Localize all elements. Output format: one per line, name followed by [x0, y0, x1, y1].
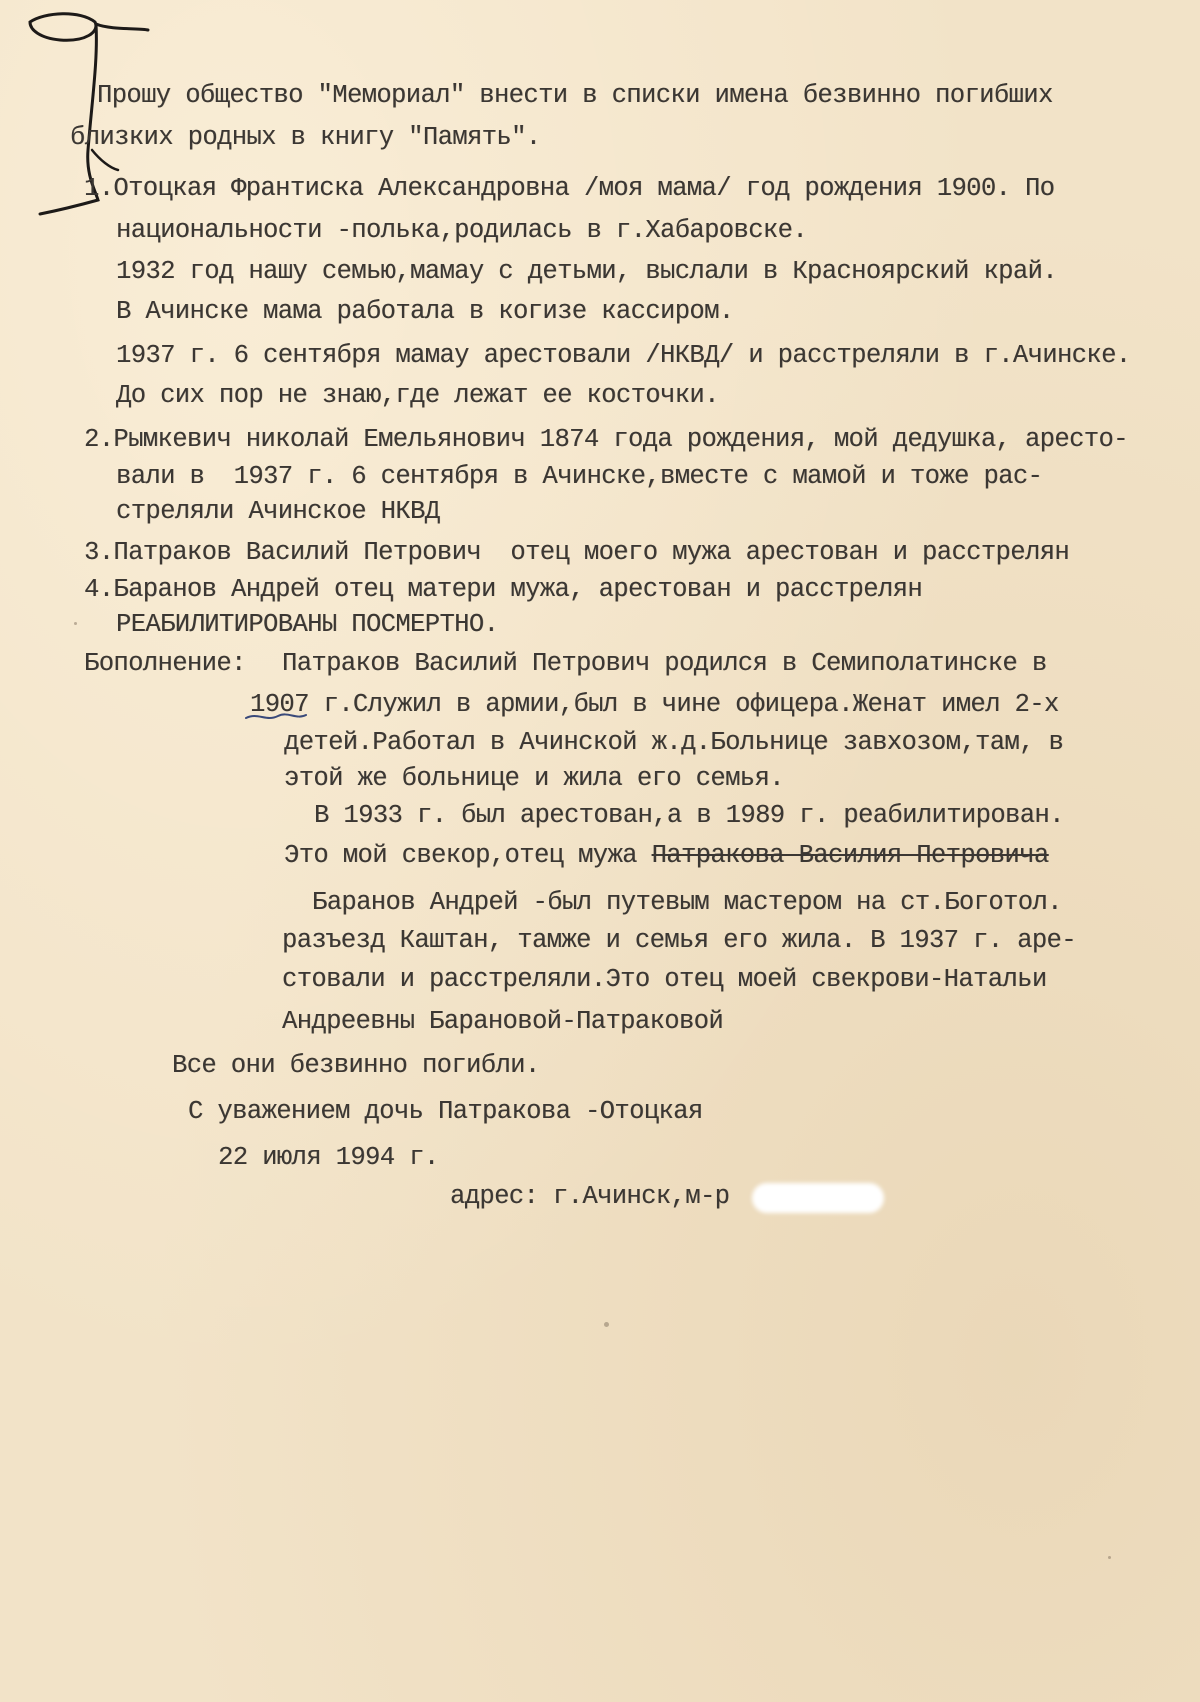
paper-speck	[604, 1322, 609, 1327]
item1-line-1: 1.Отоцкая Франтиска Александровна /моя мама/ год рождения 1900. По	[84, 174, 1055, 203]
closing-line: Все они безвинно погибли.	[172, 1051, 540, 1080]
supplement1-line-5: В 1933 г. был арестован,а в 1989 г. реабилитирован.	[314, 801, 1064, 830]
item1-line-3: 1932 год нашу семью,мамау с детьми, выслали в Красноярский край.	[116, 257, 1057, 286]
supplement2-line-3: стовали и расстреляли.Это отец моей свекрови-Натальи	[282, 965, 1047, 994]
supplement2-line-1: Баранов Андрей -был путевым мастером на ст.Боготол.	[312, 888, 1062, 917]
item1-line-5: 1937 г. 6 сентября мамау арестовали /НКВД/ и расстреляли в г.Ачинске.	[116, 341, 1131, 370]
supplement1-line-3: детей.Работал в Ачинской ж.д.Больнице завхозом,там, в	[284, 728, 1064, 757]
item2-line-2: вали в 1937 г. 6 сентября в Ачинске,вместе с мамой и тоже рас-	[116, 462, 1043, 491]
item1-line-2: национальности -полька,родилась в г.Хабаровске.	[116, 216, 808, 245]
intro-line-2: близких родных в книгу "Память".	[70, 123, 541, 152]
supplement1-line-4: этой же больнице и жила его семья.	[284, 764, 784, 793]
supplement1-line-1: Патраков Василий Петрович родился в Семиполатинске в	[282, 649, 1047, 678]
supplement2-line-2: разъезд Каштан, тамже и семья его жила. В 1937 г. аре-	[282, 926, 1076, 955]
item2-line-3: стреляли Ачинское НКВД	[116, 497, 440, 526]
paper-speck	[1108, 1556, 1111, 1559]
item4-line: 4.Баранов Андрей отец матери мужа, арестован и расстрелян	[84, 575, 923, 604]
supplement2-line-4: Андреевны Барановой-Патраковой	[282, 1007, 724, 1036]
redacted-address	[752, 1183, 884, 1213]
supplement1-line-6-text: Это мой свекор,отец мужа	[284, 841, 652, 870]
date-line: 22 июля 1994 г.	[218, 1143, 439, 1172]
supplement-label: Бополнение:	[84, 649, 246, 678]
item3-line: 3.Патраков Василий Петрович отец моего мужа арестован и расстрелян	[84, 538, 1070, 567]
supplement1-line-2: 1907 г.Служил в армии,был в чине офицера.Женат имел 2-х	[250, 690, 1059, 719]
item2-line-1: 2.Рымкевич николай Емельянович 1874 года рождения, мой дедушка, аресто-	[84, 425, 1128, 454]
address-line: адрес: г.Ачинск,м-р	[450, 1182, 730, 1211]
struck-name: Патракова Василия Петровича	[651, 841, 1049, 870]
item1-line-6: До сих пор не знаю,где лежат ее косточки.	[116, 381, 719, 410]
item1-line-4: В Ачинске мама работала в когизе кассиром.	[116, 297, 734, 326]
intro-line-1: Прошу общество "Мемориал" внести в списки имена безвинно погибших	[97, 81, 1053, 110]
supplement1-line-6	[284, 840, 1049, 872]
paper-speck	[74, 622, 77, 625]
signature-line: С уважением дочь Патракова -Отоцкая	[188, 1097, 703, 1126]
rehabilitated-line: РЕАБИЛИТИРОВАНЫ ПОСМЕРТНО.	[116, 610, 499, 639]
